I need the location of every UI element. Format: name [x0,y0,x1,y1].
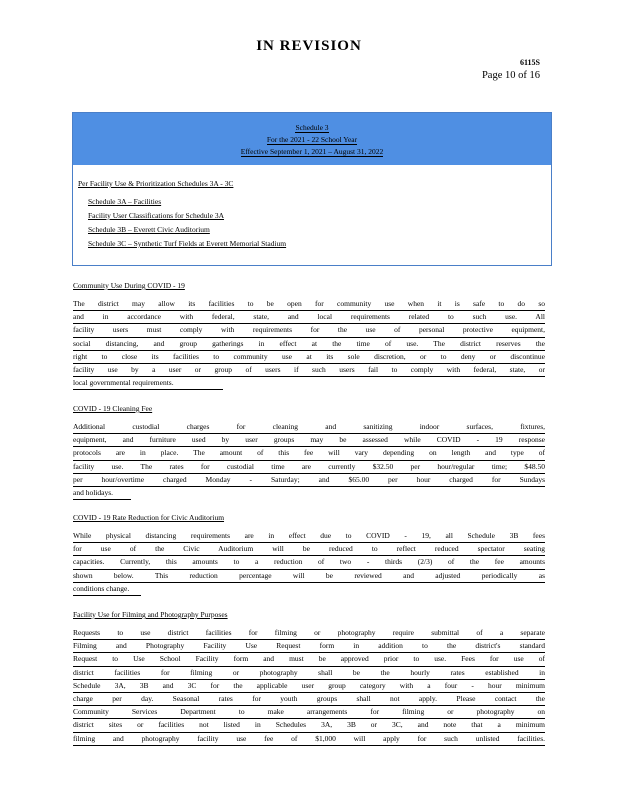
paragraph-line: district facilities for filming or photography shall be the hourly rates established in [73,667,545,680]
section-heading: COVID - 19 Rate Reduction for Civic Auditorium [73,513,225,522]
paragraph-line: While physical distancing requirements are in effect due to COVID - 19, all Schedule 3B fees [73,530,545,543]
paragraph-line: for use of the Civic Auditorium will be reduced to reflect reduced spectator seating [73,543,545,556]
paragraph-line: per hour/overtime charged Monday - Saturday; and $65.00 per hour charged for Sundays [73,474,545,487]
section-paragraph [73,421,545,500]
schedule-box [72,112,552,266]
section-paragraph [73,627,545,746]
schedule-item: Schedule 3C – Synthetic Turf Fields at Everett Memorial Stadium [88,239,287,248]
paragraph-line: protocols are in place. The amount of this fee will vary depending on length and type of [73,447,545,460]
policy-code: 6115S [519,58,540,67]
paragraph-line: facility users must comply with requirements for the use of personal protective equipment, [73,324,545,337]
paragraph-line: social distancing, and group gatherings in effect at the time of use. The district reserves the [73,338,545,351]
banner-school-year: For the 2021 - 22 School Year [266,135,358,144]
paragraph-line: conditions change. [73,583,141,596]
page-number: Page 10 of 16 [481,70,540,81]
paragraph-line: and holidays. [73,487,131,500]
page-title: IN REVISION [256,38,362,54]
banner-schedule-label: Schedule 3 [295,123,329,132]
paragraph-line: Community Services Department to make arrangements for filming or photography on [73,706,545,719]
banner-effective-dates: Effective September 1, 2021 – August 31, 2022 [240,147,384,156]
paragraph-line: Schedule 3A, 3B and 3C for the applicable user group category with a four - hour minimum [73,680,545,693]
paragraph-line: local governmental requirements. [73,377,223,390]
section-heading: Community Use During COVID - 19 [73,281,185,290]
schedule-banner [73,113,551,165]
paragraph-line: facility use. The rates for custodial time are currently $32.50 per hour/regular time; $48.50 [73,461,545,474]
paragraph-line: Requests to use district facilities for filming or photography require submittal of a separate [73,627,545,640]
paragraph-line: right to close its facilities to community use at its sole discretion, or to deny or discontinue [73,351,545,364]
paragraph-line: Filming and Photography Facility Use Request form in addition to the district's standard [73,640,545,653]
paragraph-line: and in accordance with federal, state, and local requirements related to such use. All [73,311,545,324]
section-paragraph [73,298,545,390]
paragraph-line: shown below. This reduction percentage will be reviewed and adjusted periodically as [73,570,545,583]
paragraph-line: Additional custodial charges for cleaning and sanitizing indoor surfaces, fixtures, [73,421,545,434]
schedule-item: Schedule 3B – Everett Civic Auditorium [88,225,210,234]
paragraph-line: filming and photography facility use fee of $1,000 will apply for such unlisted facilities. [73,733,545,746]
paragraph-line: capacities. Currently, this amounts to a reduction of two - thirds (2/3) of the fee amounts [73,556,545,569]
paragraph-line: district sites or facilities not listed in Schedules 3A, 3B or 3C, and note that a minimum [73,719,545,732]
schedule-item: Schedule 3A – Facilities [88,197,162,206]
per-facility-line: Per Facility Use & Prioritization Schedules 3A - 3C [78,179,234,188]
paragraph-line: Request to Use School Facility form and must be approved prior to use. Fees for use of [73,653,545,666]
section-paragraph [73,530,545,596]
schedule-item: Facility User Classifications for Schedule 3A [88,211,225,220]
paragraph-line: facility use by a user or group of users if such users fail to comply with federal, state, or [73,364,545,377]
paragraph-line: equipment, and furniture used by user groups may be assessed while COVID - 19 response [73,434,545,447]
section-heading: Facility Use for Filming and Photography Purposes [73,610,228,619]
paragraph-line: charge per day. Seasonal rates for youth groups shall not apply. Please contact the [73,693,545,706]
section-heading: COVID - 19 Cleaning Fee [73,404,153,413]
paragraph-line: The district may allow its facilities to be open for community use when it is safe to do so [73,298,545,311]
